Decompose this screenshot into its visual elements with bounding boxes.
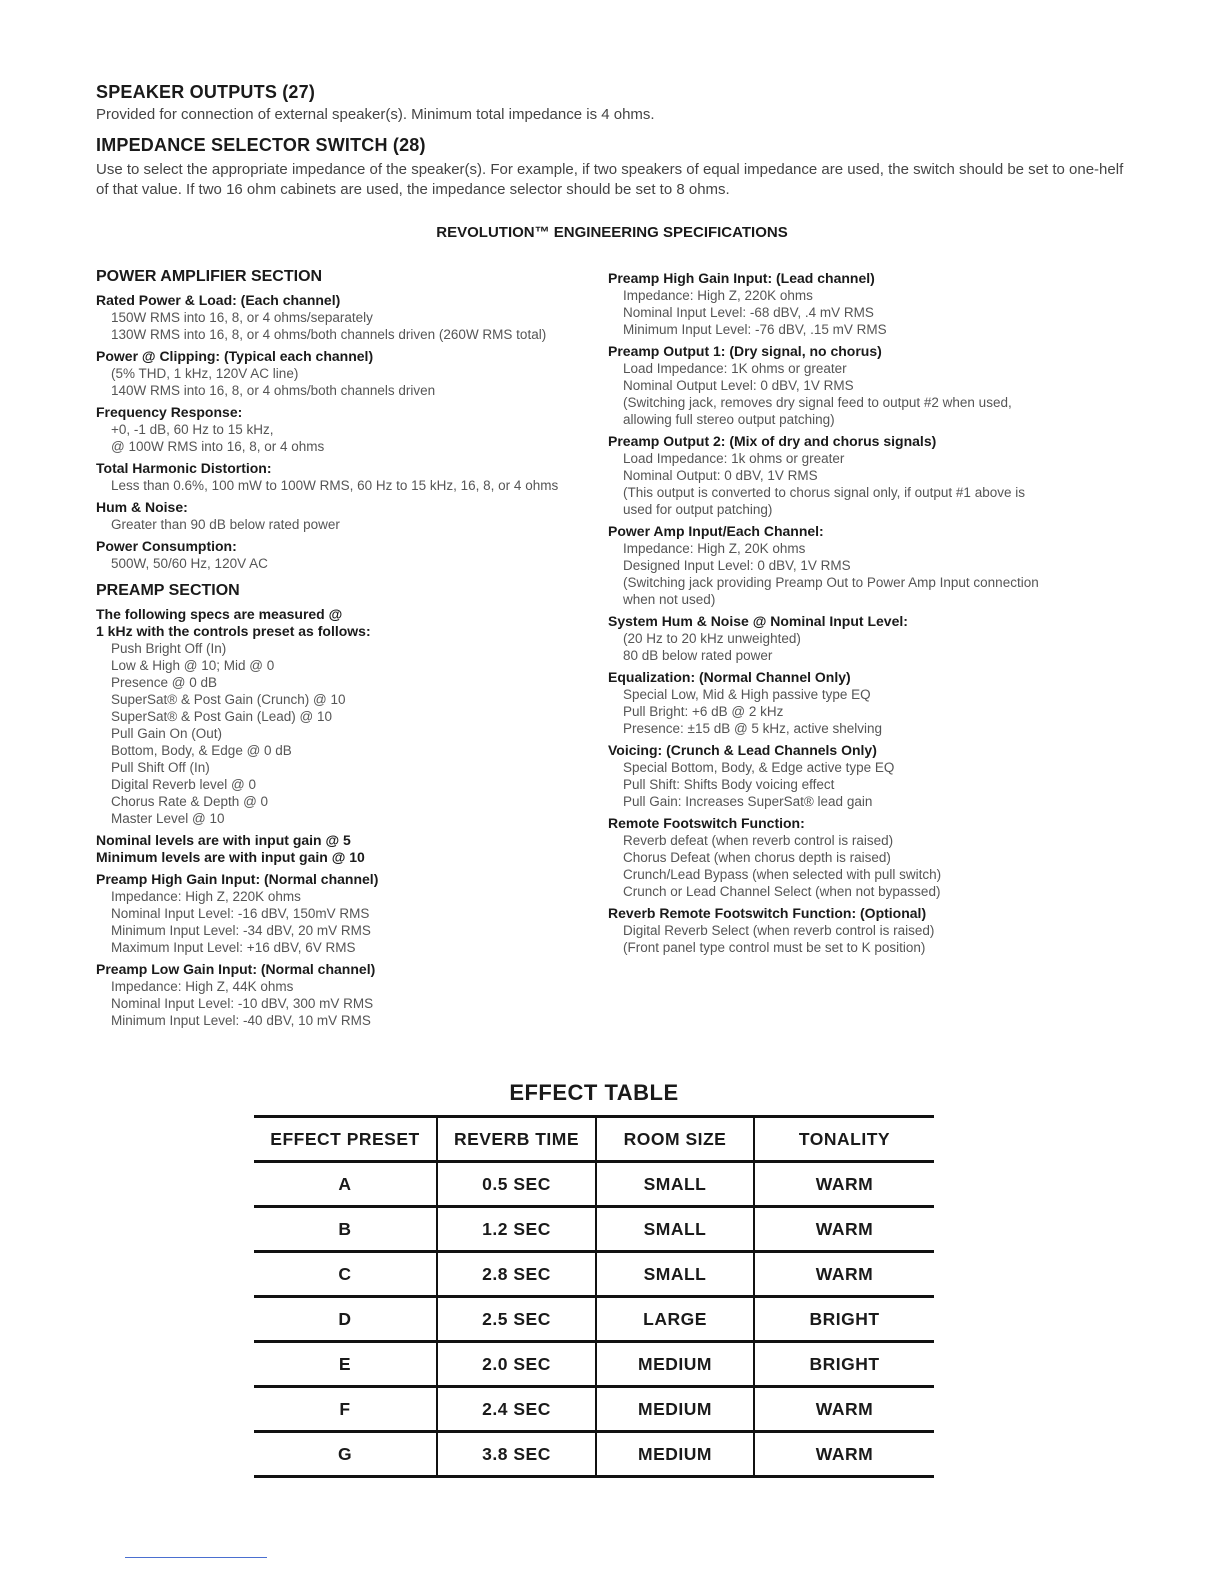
spec-line: Designed Input Level: 0 dBV, 1V RMS [623,558,851,573]
spec-line: (Switching jack, removes dry signal feed to output #2 when used, [623,395,1012,410]
spec-line: Crunch/Lead Bypass (when selected with pull switch) [623,867,942,882]
spec-title: Preamp Low Gain Input: (Normal channel) [96,961,376,977]
spec-title: Preamp Output 1: (Dry signal, no chorus) [608,343,882,359]
spec-title: 1 kHz with the controls preset as follows: [96,623,371,639]
spec-line: Nominal Output Level: 0 dBV, 1V RMS [623,378,854,393]
table-cell: 0.5 SEC [437,1162,596,1207]
table-cell: WARM [754,1207,934,1252]
spec-title: Power Amp Input/Each Channel: [608,523,824,539]
table-cell: G [254,1432,437,1477]
spec-line: Presence @ 0 dB [111,675,218,690]
spec-line: 80 dB below rated power [623,648,773,663]
rated-power-spec [96,292,606,343]
power-amp-input-spec [608,523,1128,608]
spec-line: Crunch or Lead Channel Select (when not bypassed) [623,884,941,899]
spec-line: Impedance: High Z, 20K ohms [623,541,806,556]
table-cell: WARM [754,1252,934,1297]
table-cell: 2.5 SEC [437,1297,596,1342]
spec-line: SuperSat® & Post Gain (Crunch) @ 10 [111,692,346,707]
spec-title: Equalization: (Normal Channel Only) [608,669,851,685]
spec-line: Nominal Input Level: -10 dBV, 300 mV RMS [111,996,374,1011]
left-spec-column [96,268,606,1034]
low-gain-normal-spec [96,961,606,1029]
table-cell: LARGE [596,1297,754,1342]
spec-line: Bottom, Body, & Edge @ 0 dB [111,743,292,758]
table-cell: 2.8 SEC [437,1252,596,1297]
spec-title: Voicing: (Crunch & Lead Channels Only) [608,742,877,758]
spec-line: Greater than 90 dB below rated power [111,517,340,532]
equalization-spec [608,669,1128,737]
spec-line: Special Low, Mid & High passive type EQ [623,687,871,702]
high-gain-normal-spec [96,871,606,956]
levels-note [96,832,606,866]
spec-line: 130W RMS into 16, 8, or 4 ohms/both channels driven (260W RMS total) [111,327,547,342]
table-cell: 2.4 SEC [437,1387,596,1432]
impedance-switch-text: Use to select the appropriate impedance of the speaker(s). For example, if two speakers of equal impedance are used, the switch should be set to one-helf of that value. If two 16 ohm cabinets are used, the impedance selector should be set to 8 ohms. [96,161,1124,198]
spec-line: Minimum Input Level: -76 dBV, .15 mV RMS [623,322,887,337]
effect-table [254,1115,934,1478]
spec-line: 500W, 50/60 Hz, 120V AC [111,556,268,571]
specifications-title: REVOLUTION™ ENGINEERING SPECIFICATIONS [436,224,788,241]
column-header: TONALITY [754,1117,934,1162]
table-row [254,1297,934,1342]
column-header: ROOM SIZE [596,1117,754,1162]
spec-line: Impedance: High Z, 220K ohms [623,288,813,303]
spec-line: Minimum Input Level: -34 dBV, 20 mV RMS [111,923,371,938]
spec-title: Total Harmonic Distortion: [96,460,272,476]
spec-line: 140W RMS into 16, 8, or 4 ohms/both channels driven [111,383,436,398]
spec-title: The following specs are measured @ [96,606,343,622]
spec-line: +0, -1 dB, 60 Hz to 15 kHz, [111,422,274,437]
table-cell: BRIGHT [754,1297,934,1342]
spec-line: Nominal Output: 0 dBV, 1V RMS [623,468,818,483]
spec-line: when not used) [623,592,716,607]
spec-line: SuperSat® & Post Gain (Lead) @ 10 [111,709,333,724]
power-consumption-spec [96,538,606,572]
speaker-outputs-text: Provided for connection of external speaker(s). Minimum total impedance is 4 ohms. [96,106,655,123]
spec-title: Frequency Response: [96,404,243,420]
table-row [254,1432,934,1477]
speaker-outputs-heading: SPEAKER OUTPUTS (27) [96,82,316,102]
footswitch-spec [608,815,1128,900]
column-header: EFFECT PRESET [254,1117,437,1162]
spec-line: Pull Shift: Shifts Body voicing effect [623,777,835,792]
preamp-section-heading: PREAMP SECTION [96,582,240,599]
table-cell: F [254,1387,437,1432]
spec-line: Impedance: High Z, 44K ohms [111,979,294,994]
table-cell: MEDIUM [596,1342,754,1387]
frequency-response-spec [96,404,606,455]
spec-line: Minimum Input Level: -40 dBV, 10 mV RMS [111,1013,371,1028]
power-amp-section-heading: POWER AMPLIFIER SECTION [96,268,323,285]
effect-table-header-row [254,1117,934,1162]
spec-line: Reverb defeat (when reverb control is raised) [623,833,894,848]
footer-rule [125,1557,267,1558]
spec-title: Rated Power & Load: (Each channel) [96,292,341,308]
spec-line: Special Bottom, Body, & Edge active type EQ [623,760,895,775]
spec-line: Load Impedance: 1k ohms or greater [623,451,845,466]
reverb-footswitch-spec [608,905,1128,956]
spec-title: Preamp High Gain Input: (Normal channel) [96,871,379,887]
spec-line: Pull Shift Off (In) [111,760,210,775]
table-row [254,1162,934,1207]
spec-title: Power Consumption: [96,538,237,554]
system-hum-spec [608,613,1128,664]
spec-line: Pull Gain On (Out) [111,726,223,741]
table-cell: 1.2 SEC [437,1207,596,1252]
spec-line: (Front panel type control must be set to K position) [623,940,926,955]
spec-line: Master Level @ 10 [111,811,225,826]
spec-line: (5% THD, 1 kHz, 120V AC line) [111,366,299,381]
column-header: REVERB TIME [437,1117,596,1162]
preamp-output-2-spec [608,433,1128,518]
spec-line: (Switching jack providing Preamp Out to Power Amp Input connection [623,575,1039,590]
spec-line: Digital Reverb Select (when reverb control is raised) [623,923,935,938]
spec-title: Preamp Output 2: (Mix of dry and chorus signals) [608,433,937,449]
thd-spec [96,460,606,494]
table-cell: WARM [754,1162,934,1207]
spec-line: (This output is converted to chorus signal only, if output #1 above is [623,485,1025,500]
spec-title: Power @ Clipping: (Typical each channel) [96,348,374,364]
spec-line: used for output patching) [623,502,773,517]
spec-line: Push Bright Off (In) [111,641,227,656]
table-cell: WARM [754,1432,934,1477]
table-cell: 3.8 SEC [437,1432,596,1477]
spec-line: Digital Reverb level @ 0 [111,777,257,792]
table-cell: MEDIUM [596,1432,754,1477]
clipping-spec [96,348,606,399]
table-row [254,1207,934,1252]
spec-line: Low & High @ 10; Mid @ 0 [111,658,275,673]
effect-table-title: EFFECT TABLE [509,1080,679,1105]
high-gain-lead-spec [608,270,1128,338]
table-cell: E [254,1342,437,1387]
spec-line: Chorus Defeat (when chorus depth is raised) [623,850,891,865]
table-row [254,1252,934,1297]
minimum-levels-note: Minimum levels are with input gain @ 10 [96,849,365,865]
hum-noise-spec [96,499,606,533]
spec-line: Nominal Input Level: -68 dBV, .4 mV RMS [623,305,874,320]
table-cell: A [254,1162,437,1207]
table-cell: C [254,1252,437,1297]
table-row [254,1342,934,1387]
table-cell: MEDIUM [596,1387,754,1432]
table-cell: 2.0 SEC [437,1342,596,1387]
spec-title: System Hum & Noise @ Nominal Input Level: [608,613,908,629]
right-spec-column [608,270,1128,961]
spec-line: Impedance: High Z, 220K ohms [111,889,301,904]
spec-line: (20 Hz to 20 kHz unweighted) [623,631,801,646]
spec-line: Nominal Input Level: -16 dBV, 150mV RMS [111,906,370,921]
spec-line: allowing full stereo output patching) [623,412,835,427]
spec-line: Pull Gain: Increases SuperSat® lead gain [623,794,873,809]
spec-line: Maximum Input Level: +16 dBV, 6V RMS [111,940,356,955]
spec-title: Remote Footswitch Function: [608,815,805,831]
table-cell: SMALL [596,1162,754,1207]
spec-line: Less than 0.6%, 100 mW to 100W RMS, 60 Hz to 15 kHz, 16, 8, or 4 ohms [111,478,559,493]
table-cell: BRIGHT [754,1342,934,1387]
nominal-levels-note: Nominal levels are with input gain @ 5 [96,832,351,848]
table-cell: D [254,1297,437,1342]
spec-title: Preamp High Gain Input: (Lead channel) [608,270,875,286]
spec-line: Presence: ±15 dB @ 5 kHz, active shelving [623,721,882,736]
preamp-output-1-spec [608,343,1128,428]
table-row [254,1387,934,1432]
spec-line: @ 100W RMS into 16, 8, or 4 ohms [111,439,325,454]
table-cell: B [254,1207,437,1252]
table-cell: SMALL [596,1207,754,1252]
spec-line: 150W RMS into 16, 8, or 4 ohms/separately [111,310,373,325]
preset-spec [96,606,606,827]
voicing-spec [608,742,1128,810]
spec-line: Chorus Rate & Depth @ 0 [111,794,269,809]
table-cell: WARM [754,1387,934,1432]
impedance-switch-heading: IMPEDANCE SELECTOR SWITCH (28) [96,135,426,155]
spec-line: Pull Bright: +6 dB @ 2 kHz [623,704,784,719]
spec-line: Load Impedance: 1K ohms or greater [623,361,847,376]
spec-title: Hum & Noise: [96,499,188,515]
spec-title: Reverb Remote Footswitch Function: (Optional) [608,905,927,921]
table-cell: SMALL [596,1252,754,1297]
